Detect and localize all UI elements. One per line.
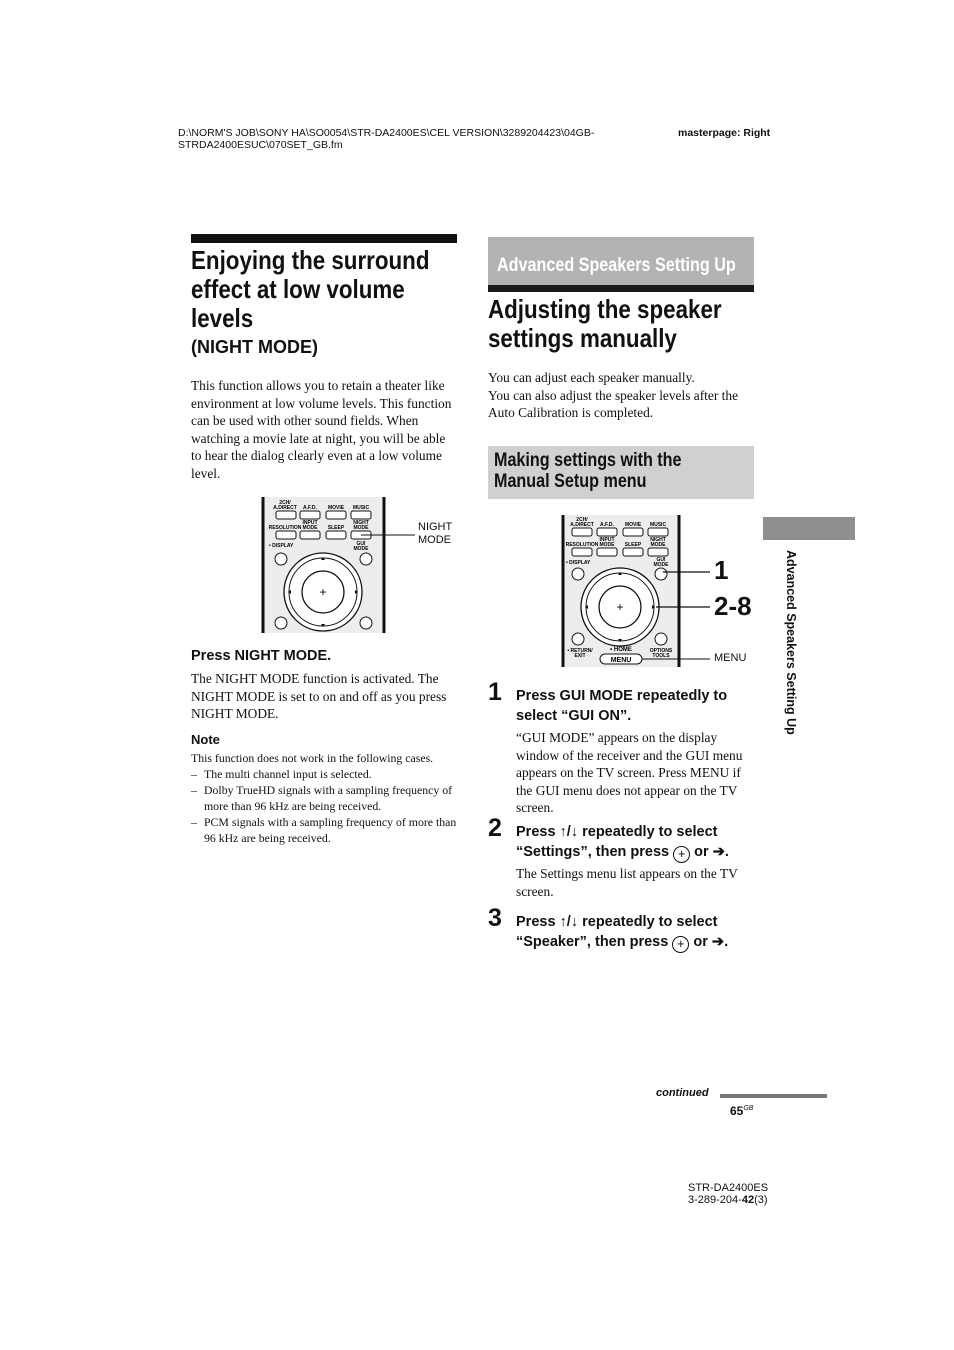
note-item: – PCM signals with a sampling frequency of more than 96 kHz are being received. <box>191 814 457 846</box>
step-3-number: 3 <box>488 904 502 932</box>
press-night-mode-body: The NIGHT MODE function is activated. The NIGHT MODE is set to on and off as you press NIGHT MODE. <box>191 671 447 722</box>
left-title: Enjoying the surround effect at low volume levels <box>191 245 430 333</box>
step-2-number: 2 <box>488 814 502 842</box>
svg-text:MODE: MODE <box>353 525 369 531</box>
night-mode-intro: This function allows you to retain a theater like environment at low volume levels. This function can be used with other sound fields. When watching a movie late at night, you will be able to hear the dialog clearly even at a low volume level. <box>191 378 452 481</box>
svg-text:A.DIRECT: A.DIRECT <box>570 522 594 528</box>
svg-text:• DISPLAY: • DISPLAY <box>566 560 591 566</box>
right-arrow-icon: ➔ <box>711 934 725 950</box>
label-2ch: 2CH/ <box>279 500 291 506</box>
svg-text:MOVIE: MOVIE <box>624 522 642 528</box>
step-3-title: Press ↑/↓ repeatedly to select “Speaker”, then press + or ➔. <box>516 914 729 951</box>
svg-text:MOVIE: MOVIE <box>327 505 345 511</box>
remote-illustration-night <box>260 495 460 635</box>
right-title: Adjusting the speaker settings manually <box>488 294 722 353</box>
file-path-header: D:\NORM'S JOB\SONY HA\SO0054\STR-DA2400ES\CEL VERSION\3289204423\04GB- STRDA2400ESUC\070SET_GB.fm <box>178 127 595 151</box>
right-intro: You can adjust each speaker manually. You can also adjust the speaker levels after the Auto Calibration is completed. <box>488 370 739 421</box>
svg-text:SLEEP: SLEEP <box>327 525 345 531</box>
side-index-tab <box>763 517 855 540</box>
side-index-label: Advanced Speakers Setting Up <box>784 550 798 735</box>
svg-text:A.DIRECT: A.DIRECT <box>273 505 297 511</box>
up-down-arrow-icon: ↑/↓ <box>559 824 579 840</box>
svg-text:+: + <box>616 600 624 614</box>
svg-text:MODE: MODE <box>353 546 369 552</box>
svg-text:RESOLUTION: RESOLUTION <box>268 525 302 531</box>
press-night-mode-heading: Press NIGHT MODE. <box>191 648 332 664</box>
svg-text:2CH/: 2CH/ <box>576 517 588 523</box>
page-number: $65^{GB}$ <box>730 1104 754 1118</box>
svg-text:MODE: MODE <box>653 562 669 568</box>
step-2-title: Press ↑/↓ repeatedly to select “Settings”, then press + or ➔. <box>516 824 729 861</box>
note-heading: Note <box>191 732 220 747</box>
note-item: – Dolby TrueHD signals with a sampling frequency of more than 96 kHz are being received. <box>191 782 457 814</box>
svg-text:+: + <box>319 585 327 599</box>
svg-text:• DISPLAY: • DISPLAY <box>269 543 294 549</box>
svg-text:OPTIONS: OPTIONS <box>649 648 673 654</box>
svg-text:SLEEP: SLEEP <box>624 542 642 548</box>
right-arrow-icon: ➔ <box>712 844 725 860</box>
step-1-body: “GUI MODE” appears on the display window of the receiver and the GUI menu appears on the TV screen. Press MENU if the GUI menu does not appear on the TV screen. <box>516 730 743 816</box>
night-mode-callout: NIGHT MODE <box>418 521 453 546</box>
continued-rule <box>720 1094 827 1098</box>
svg-text:• HOME: • HOME <box>610 647 632 653</box>
svg-text:• RETURN/: • RETURN/ <box>567 648 593 654</box>
svg-text:MUSIC: MUSIC <box>352 505 370 511</box>
svg-text:A.F.D.: A.F.D. <box>600 522 614 528</box>
up-down-arrow-icon: ↑/↓ <box>559 914 579 930</box>
svg-text:A.F.D.: A.F.D. <box>303 505 317 511</box>
step-1-title: Press GUI MODE repeatedly to select “GUI ON”. <box>516 688 728 724</box>
subsection-heading: Making settings with the Manual Setup menu <box>494 450 682 492</box>
model-code: STR-DA2400ES 3-289-204-42(3) <box>688 1182 769 1206</box>
svg-text:RESOLUTION: RESOLUTION <box>565 542 599 548</box>
svg-text:MODE: MODE <box>650 542 666 548</box>
step-1-number: 1 <box>488 678 502 706</box>
note-intro: This function does not work in the following cases. <box>191 751 434 765</box>
step-2-body: The Settings menu list appears on the TV screen. <box>516 866 738 899</box>
svg-text:GUI: GUI <box>356 541 366 547</box>
callout-steps-2-8: 2-8 <box>714 591 752 621</box>
enter-button-icon: + <box>673 846 690 863</box>
svg-text:EXIT: EXIT <box>574 653 586 659</box>
svg-text:INPUT: INPUT <box>599 537 615 543</box>
callout-step-1: 1 <box>714 555 729 585</box>
svg-text:MUSIC: MUSIC <box>649 522 667 528</box>
section-tab-label: Advanced Speakers Setting Up <box>497 255 736 276</box>
svg-text:MODE: MODE <box>302 525 318 531</box>
svg-text:MENU: MENU <box>610 657 632 664</box>
svg-text:NIGHT: NIGHT <box>353 520 369 526</box>
note-item: – The multi channel input is selected. <box>191 766 457 782</box>
title-rule <box>191 234 457 243</box>
svg-text:INPUT: INPUT <box>302 520 318 526</box>
svg-text:NIGHT: NIGHT <box>650 537 666 543</box>
masterpage-label: masterpage: Right <box>678 127 771 139</box>
svg-text:MODE: MODE <box>599 542 615 548</box>
svg-text:TOOLS: TOOLS <box>652 653 670 659</box>
continued-label: continued <box>656 1087 709 1099</box>
note-block <box>191 750 457 846</box>
svg-text:GUI: GUI <box>656 557 666 563</box>
callout-menu: MENU <box>714 652 747 664</box>
note-list <box>191 766 457 846</box>
enter-button-icon: + <box>672 936 689 953</box>
left-subtitle: (NIGHT MODE) <box>191 337 318 357</box>
